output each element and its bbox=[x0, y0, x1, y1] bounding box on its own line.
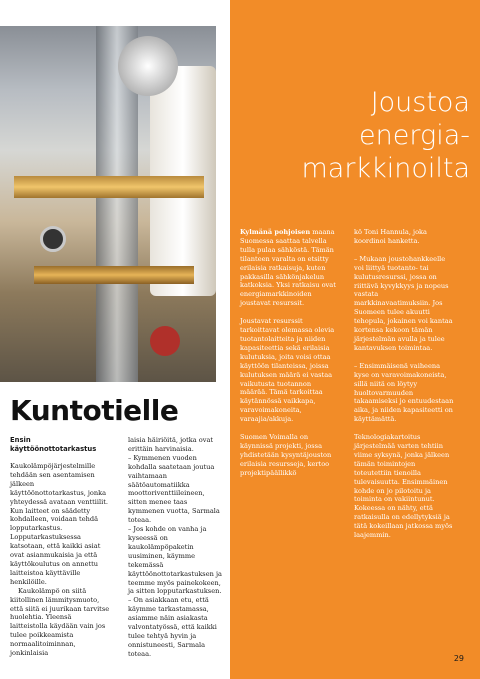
boiler-room-photo bbox=[0, 26, 216, 382]
paragraph: – Kymmenen vuoden kohdalla saatetaan joutua vaihtamaan säätöautomatiikka moottoriventtiileineen, sitten menee taas kymmenen vuotta, Sarmala toteaa. bbox=[128, 453, 220, 525]
headline-line: energia- bbox=[359, 120, 470, 151]
text-column-4 bbox=[354, 228, 454, 540]
paragraph: Teknologiakartoitus järjestelmää varten tehtiin viime syksynä, jonka jälkeen tämän toimintojen toteutettiin tienoilla tulevaisuutta. Ensimmäinen kohde on jo pilotoitu ja toiminta on vakiintunut. Kokeessa on nähty, että ratkaisulla on edellytyksiä ja tätä kokeillaan jatkossa myös laajemmin. bbox=[354, 433, 453, 540]
copper-pipe-shape bbox=[34, 266, 194, 284]
paragraph-text: maana Suomessa saattaa talvella tulla pulaa sähköstä. Tämän tilanteen varalta on etsitty erilaisia ratkaisuja, kuten pakkasilla sähkönjakelun katkoksia. Yksi ratkaisu ovat energiamarkkinoiden joustavat resurssit. bbox=[240, 228, 336, 308]
paragraph: – Ensimmäisenä vaiheena kyse on varavoimakoneista, sillä niitä on löytyy huoltovarmuuden takaamiseksi jo entuudestaan aika, ja niiden kapasiteetti on käyttämättä. bbox=[354, 361, 454, 424]
text-column-1 bbox=[10, 436, 110, 658]
paragraph: Suomen Voimalla on käynnissä projekti, jossa yhdistetään kysyntäjouston erilaisia resursseja, kertoo projektipäällikkö bbox=[240, 433, 332, 477]
paragraph: Joustavat resurssit tarkoittavat olemassa olevia tuotantolaitteita ja niiden kapasiteettia sekä erilaisia kulutuksia, joita voisi ottaa käyttöön tilanteissa, joissa kulutuksen määrä ei vastaa vaikutusta tuotannon määrää. Tämä tarkoittaa käytännössä vaikkapa, varavoimakoneita, varaajia/akkuja. bbox=[240, 317, 335, 424]
paragraph: laisia häiriöitä, jotka ovat erittäin harvinaisia. bbox=[128, 436, 214, 453]
headline-line: markkinoilta bbox=[301, 153, 470, 184]
paragraph bbox=[240, 228, 340, 308]
article-headline bbox=[240, 86, 470, 185]
copper-pipe-shape bbox=[14, 176, 204, 198]
subheading: Ensin käyttöönottotarkastus bbox=[10, 436, 97, 453]
section-title: Kuntotielle bbox=[10, 394, 179, 427]
paragraph: – On asiakkaan etu, että käymme tarkastamassa, asiamme näin asiakasta valvontatyössä, että kaikki tulee tehtyä hyvin ja onnistuneesti, Sarmala toteaa. bbox=[128, 596, 217, 658]
paragraph: Kaukolämpö on siitä kiitollinen lämmitysmuoto, että siitä ei juurikaan tarvitse huolehtia. Yleensä laitteistolla käydään vain jos tulee poikkeamista normaalitoiminnan, jonkinlaisia bbox=[10, 586, 110, 658]
text-column-2 bbox=[128, 436, 224, 659]
gauge-shape bbox=[40, 226, 66, 252]
insulation-shape bbox=[118, 36, 178, 96]
paragraph: Kaukolämpöjärjestelmille tehdään sen asentamisen jälkeen käyttöönottotarkastus, jonka yhteydessä avataan venttiilit. Kun laitteet on säädetty kohdalleen, voidaan tehdä lopputarkastus. Lopputarkastuksessa katsotaan, että kaikki asiat ovat asianmukaisia ja että käyttökoulutus on annettu laitteistoa käyttäville henkilöille. bbox=[10, 462, 108, 586]
page-number: 29 bbox=[453, 654, 464, 663]
paragraph: kö Toni Hannula, joka koordinoi hanketta. bbox=[354, 228, 427, 245]
paragraph: – Mukaan joustohankkeelle voi liittyä tuotanto- tai kulutusresurssi, jossa on riittävä kyvykkyys ja nopeus vastata markkinavaatimuksiin. Jos Suomeen tulee akuutti tehopula, jokainen voi kantaa kortensa kekoon tämän järjestelmän avulla ja tulee kantavuksen toimintaa. bbox=[354, 254, 453, 352]
headline-line: Joustoa bbox=[370, 87, 470, 118]
valve-shape bbox=[150, 326, 180, 356]
text-column-3 bbox=[240, 228, 340, 478]
lead-in: Kylmänä pohjoisen bbox=[240, 228, 311, 236]
paragraph: – Jos kohde on vanha ja kyseessä on kaukolämpöpaketin uusiminen, käymme tekemässä käyttöönottotarkastuksen ja teemme myös painekokeen, ja sitten lopputarkastuksen. bbox=[128, 525, 222, 596]
